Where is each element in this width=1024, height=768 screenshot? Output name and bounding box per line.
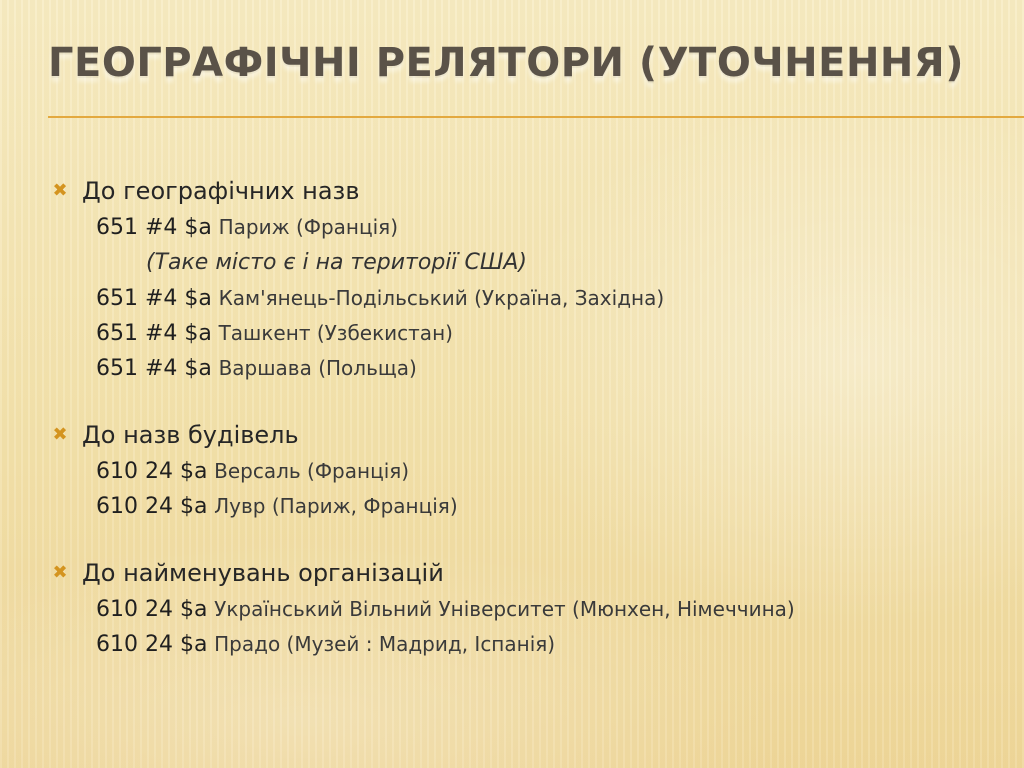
record-entry <box>48 454 988 489</box>
record-entry <box>48 281 988 316</box>
record-code: 651 #4 $a <box>96 321 212 346</box>
record-value: Париж (Франція) <box>218 215 398 239</box>
title-underline <box>48 116 1024 118</box>
record-value: Український Вільний Університет (Мюнхен, Німеччина) <box>214 597 795 621</box>
section-building-names <box>48 416 988 524</box>
record-value: Прадо (Музей : Мадрид, Іспанія) <box>214 632 556 656</box>
section-heading: До географічних назв <box>82 177 360 205</box>
bullet-item <box>48 554 988 592</box>
slide-body <box>48 172 988 692</box>
bullet-x-icon: ✖ <box>52 424 68 445</box>
record-value: Лувр (Париж, Франція) <box>214 494 458 518</box>
record-entry <box>48 351 988 386</box>
record-value: Ташкент (Узбекистан) <box>218 321 453 345</box>
record-value: Версаль (Франція) <box>214 459 410 483</box>
bullet-x-icon: ✖ <box>52 180 68 201</box>
record-entry <box>48 210 988 245</box>
section-organization-names <box>48 554 988 662</box>
record-entry <box>48 316 988 351</box>
bullet-item <box>48 416 988 454</box>
record-value: Варшава (Польща) <box>218 356 417 380</box>
bullet-item <box>48 172 988 210</box>
bullet-x-icon: ✖ <box>52 562 68 583</box>
record-code: 610 24 $a <box>96 597 208 622</box>
slide-title: ГЕОГРАФІЧНІ РЕЛЯТОРИ (УТОЧНЕННЯ) <box>48 40 964 86</box>
record-entry <box>48 489 988 524</box>
section-heading: До найменувань організацій <box>82 559 444 587</box>
record-code: 651 #4 $a <box>96 356 212 381</box>
record-note: (Таке місто є і на території США) <box>146 250 528 275</box>
record-value: Кам'янець-Подільський (Україна, Західна) <box>218 286 665 310</box>
record-code: 651 #4 $a <box>96 215 212 240</box>
record-entry <box>48 627 988 662</box>
record-entry <box>48 592 988 627</box>
record-code: 610 24 $a <box>96 459 208 484</box>
section-geographic-names <box>48 172 988 386</box>
section-heading: До назв будівель <box>82 421 299 449</box>
record-code: 610 24 $a <box>96 494 208 519</box>
record-code: 610 24 $a <box>96 632 208 657</box>
record-code: 651 #4 $a <box>96 286 212 311</box>
